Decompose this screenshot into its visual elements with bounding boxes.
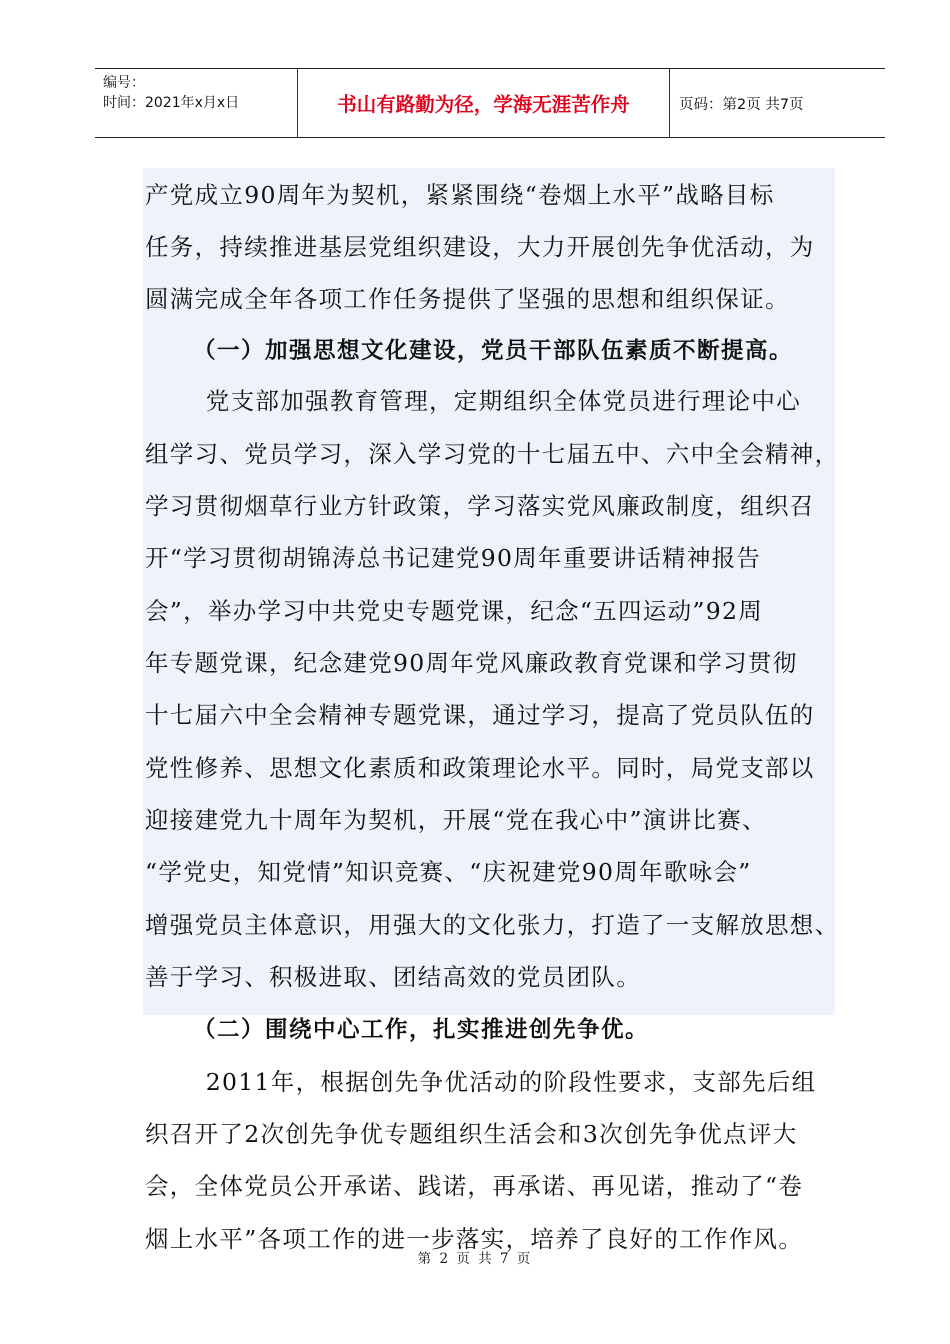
time-label: 时间：2021年x月x日 xyxy=(103,95,240,111)
header-divider-2 xyxy=(669,69,670,137)
header-motto: 书山有路勤为径，学海无涯苦作舟 xyxy=(337,93,630,116)
body-line: 会”，举办学习中共党史专题党课，纪念“五四运动”92周 xyxy=(145,597,764,625)
body-line: 善于学习、积极进取、团结高效的党员团队。 xyxy=(145,963,641,991)
body-line: 十七届六中全会精神专题党课，通过学习，提高了党员队伍的 xyxy=(145,701,815,729)
body-line: 任务，持续推进基层党组织建设，大力开展创先争优活动，为 xyxy=(145,233,815,261)
section-heading-2: （二）围绕中心工作，扎实推进创先争优。 xyxy=(193,1017,650,1043)
header-meta xyxy=(103,73,299,113)
page-footer: 第 2 页 共 7 页 xyxy=(417,1251,533,1267)
body-line: 组学习、党员学习，深入学习党的十七届五中、六中全会精神， xyxy=(145,440,840,468)
body-line: 产党成立90周年为契机，紧紧围绕“卷烟上水平”战略目标 xyxy=(145,181,775,209)
header-table xyxy=(95,68,885,138)
body-line: 2011年，根据创先争优活动的阶段性要求，支部先后组 xyxy=(181,1068,817,1096)
body-line: 党支部加强教育管理，定期组织全体党员进行理论中心 xyxy=(181,387,801,415)
body-line: 织召开了2次创先争优专题组织生活会和3次创先争优点评大 xyxy=(145,1120,798,1148)
body-line: 迎接建党九十周年为契机，开展“党在我心中”演讲比赛、 xyxy=(145,806,767,834)
body-line: 年专题党课，纪念建党90周年党风廉政教育党课和学习贯彻 xyxy=(145,649,798,677)
body-line: 开“学习贯彻胡锦涛总书记建党90周年重要讲话精神报告 xyxy=(145,544,762,572)
number-label: 编号： xyxy=(103,75,145,91)
body-line: 学习贯彻烟草行业方针政策，学习落实党风廉政制度，组织召 xyxy=(145,492,815,520)
section-heading-1: （一）加强思想文化建设，党员干部队伍素质不断提高。 xyxy=(193,338,794,364)
body-line: 会，全体党员公开承诺、践诺，再承诺、再见诺，推动了“卷 xyxy=(145,1172,804,1200)
body-line: 增强党员主体意识，用强大的文化张力，打造了一支解放思想、 xyxy=(145,911,840,939)
body-line: 圆满完成全年各项工作任务提供了坚强的思想和组织保证。 xyxy=(145,285,790,313)
body-line: 烟上水平”各项工作的进一步落实，培养了良好的工作作风。 xyxy=(145,1225,804,1253)
body-line: “学党史，知党情”知识竞赛、“庆祝建党90周年歌咏会” xyxy=(145,858,752,886)
body-line: 党性修养、思想文化素质和政策理论水平。同时，局党支部以 xyxy=(145,754,815,782)
header-page-label: 页码：第2页 共7页 xyxy=(679,97,804,113)
